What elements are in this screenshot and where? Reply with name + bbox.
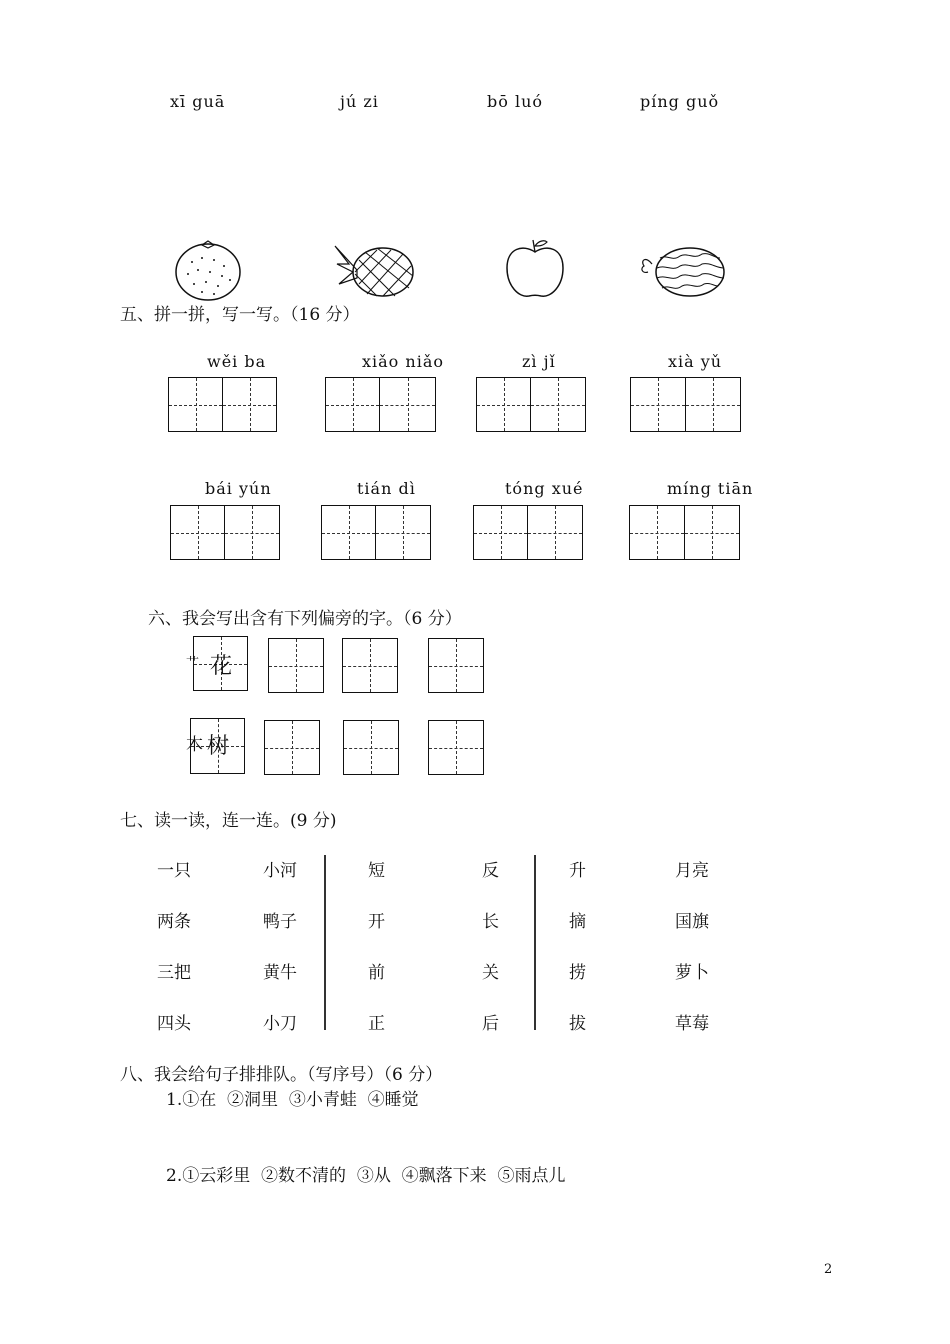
writing-box[interactable] [168,377,223,432]
pinyin-juzi: jú zi [340,92,379,111]
writing-box[interactable] [428,720,484,775]
section7-title: 七、读一读，连一连。(9 分) [120,811,337,831]
section5-title: 五、拼一拼，写一写。（16 分） [120,305,360,325]
writing-box[interactable] [321,505,376,560]
match-item[interactable]: 关 [482,963,499,983]
writing-box[interactable] [428,638,484,693]
writing-box[interactable] [530,377,586,432]
example-char-shu: 树 [207,734,230,759]
pinyin-baiyun: bái yún [205,479,272,498]
section8-title: 八、我会给句子排排队。（写序号）（6 分） [120,1065,443,1085]
sentence-question-2: 2.①云彩里 ②数不清的 ③从 ④飘落下来 ⑤雨点儿 [166,1166,566,1186]
column-divider [534,855,536,1030]
writing-box[interactable] [379,377,436,432]
match-item[interactable]: 三把 [157,963,191,983]
writing-box[interactable] [268,638,324,693]
writing-box[interactable] [264,720,320,775]
writing-box[interactable] [343,720,399,775]
pinyin-xiaoniao: xiǎo niǎo [362,352,444,371]
page-number: 2 [824,1262,833,1277]
section6-title: 六、我会写出含有下列偏旁的字。（6 分） [148,609,462,629]
writing-box[interactable] [342,638,398,693]
pineapple-icon [333,240,415,300]
pinyin-ziji: zì jǐ [522,352,556,371]
match-item[interactable]: 前 [368,963,385,983]
writing-box[interactable] [629,505,685,560]
writing-box[interactable] [684,505,740,560]
watermelon-icon [638,246,728,300]
match-item[interactable]: 两条 [157,912,191,932]
writing-box[interactable] [325,377,380,432]
match-item[interactable]: 拔 [569,1014,586,1034]
match-item[interactable]: 月亮 [675,861,709,881]
writing-box[interactable] [170,505,225,560]
match-item[interactable]: 萝卜 [675,963,709,983]
pinyin-xigua: xī guā [170,92,226,111]
sentence-question-1: 1.①在 ②洞里 ③小青蛙 ④睡觉 [166,1090,419,1110]
match-item[interactable]: 草莓 [675,1014,709,1034]
match-item[interactable]: 短 [368,861,385,881]
writing-box[interactable] [222,377,277,432]
match-item[interactable]: 摘 [569,912,586,932]
pinyin-tongxue: tóng xué [505,479,584,498]
match-item[interactable]: 开 [368,912,385,932]
match-item[interactable]: 小刀 [263,1014,297,1034]
writing-box[interactable] [476,377,531,432]
writing-box[interactable] [685,377,741,432]
pinyin-weiba: wěi ba [207,352,267,371]
match-item[interactable]: 黄牛 [263,963,297,983]
match-item[interactable]: 正 [368,1014,385,1034]
radical-mu: 木 [186,735,203,755]
writing-box[interactable] [630,377,686,432]
match-item[interactable]: 鸭子 [263,912,297,932]
pinyin-xiayu: xià yǔ [668,352,723,371]
example-char-hua: 花 [210,654,233,679]
pinyin-tiandi: tián dì [357,479,416,498]
writing-box[interactable] [473,505,528,560]
match-item[interactable]: 四头 [157,1014,191,1034]
match-item[interactable]: 小河 [263,861,297,881]
pinyin-boluo: bō luó [487,92,544,111]
match-item[interactable]: 捞 [569,963,586,983]
writing-box[interactable] [527,505,583,560]
orange-icon [174,240,244,302]
writing-box[interactable] [224,505,280,560]
example-box [190,718,245,774]
match-item[interactable]: 后 [482,1014,499,1034]
match-item[interactable]: 长 [482,912,499,932]
match-item[interactable]: 反 [482,861,499,881]
radical-cao: 艹 [186,656,200,671]
match-item[interactable]: 国旗 [675,912,709,932]
pinyin-mingtian: míng tiān [667,479,754,498]
match-item[interactable]: 一只 [157,861,191,881]
match-item[interactable]: 升 [569,861,586,881]
writing-box[interactable] [375,505,431,560]
apple-icon [503,238,567,300]
example-box [193,636,248,691]
column-divider [324,855,326,1030]
pinyin-pingguo: píng guǒ [640,92,720,111]
